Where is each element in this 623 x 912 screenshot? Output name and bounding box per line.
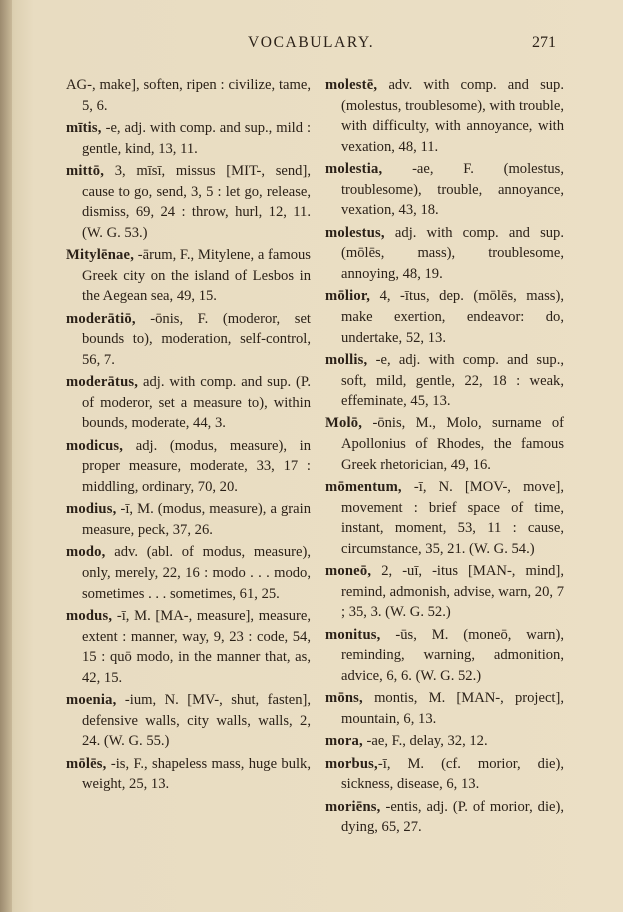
entry-moderatus [66,372,311,434]
entry-headword: mītis, [66,119,102,136]
entry-headword: Molō, [325,415,363,432]
entry-headword: moderātus, [66,374,139,391]
entry-molo [325,413,564,475]
entry-text: adj. with comp. and sup. (P. of moderor, set a measure to), within bounds, moderate, 44, 3. [82,374,311,432]
entry-text: -ī, M. (cf. morior, die), sickness, disease, 6, 13. [341,755,564,793]
entry-headword: modicus, [66,437,124,454]
entry-text: adj. (modus, measure), in proper measure, moderate, 33, 17 : middling, ordinary, 70, 20. [82,437,311,496]
entry-headword: mollis, [325,351,368,368]
entry-text: -ī, N. [MOV-, move], movement : brief space of time, instant, moment, 53, 11 : cause, circumstance, 35, 21. (W. G. 54.) [341,479,564,557]
page-number: 271 [532,34,556,51]
entry-text: -e, adj. with comp. and sup., mild : gentle, kind, 13, 11. [82,119,311,157]
entry-headword: mōns, [325,690,363,707]
entry-headword: mittō, [66,162,105,179]
entry-headword: moenia, [66,692,117,709]
left-column [66,75,311,797]
entry-text: -ae, F., delay, 32, 12. [362,733,488,750]
right-column [325,75,564,840]
entry-momentum [325,477,564,559]
entry-moles [66,754,311,795]
entry-moriens [325,797,564,838]
entry-text: AG-, make], soften, ripen : civilize, tame, 5, 6. [66,77,311,114]
entry-headword: mora, [325,733,363,750]
entry-mons [325,688,564,729]
entry-text: 4, -ītus, dep. (mōlēs, mass), make exertion, endeavor: do, undertake, 52, 13. [341,288,564,346]
entry-mitis [66,118,311,159]
entry-text: -entis, adj. (P. of morior, die), dying, 65, 27. [341,798,564,836]
entry-molior [325,286,564,348]
entry-modius [66,499,311,540]
entry-text: 3, mīsī, missus [MIT-, send], cause to go, send, 3, 5 : let go, release, dismiss, 69, 24 : throw, hurl, 12, 11. (W. G. 53.) [82,162,311,241]
entry-text: -ūs, M. (moneō, warn), reminding, warning, admonition, advice, 6, 6. (W. G. 52.) [341,626,564,684]
running-head [0,34,623,54]
entry-mollis [325,350,564,412]
entry-headword: moneō, [325,563,372,580]
entry-mora [325,731,564,752]
entry-molestus [325,223,564,285]
entry-modicus [66,436,311,498]
entry-mitylenae [66,245,311,307]
entry-headword: monitus, [325,626,381,643]
entry-text: -e, adj. with comp. and sup., soft, mild, gentle, 22, 18 : weak, effeminate, 45, 13. [341,351,564,410]
entry-text: 2, -uī, -itus [MAN-, mind], remind, admonish, advise, warn, 20, 7 ; 35, 3. (W. G. 52.) [341,563,564,621]
entry-text: montis, M. [MAN-, project], mountain, 6, 13. [341,690,564,727]
entry-headword: moriēns, [325,798,381,815]
entry-text: -ae, F. (molestus, troublesome), trouble, annoyance, vexation, 43, 18. [341,161,564,219]
entry-text: -is, F., shapeless mass, huge bulk, weight, 25, 13. [82,755,311,793]
entry-text: adv. with comp. and sup. (molestus, troublesome), with trouble, with difficulty, with annoyance, with vexation, 48, 11. [341,77,564,155]
entry-moneo [325,561,564,623]
entry-text: -ium, N. [MV-, shut, fasten], defensive walls, city walls, walls, 2, 24. (W. G. 55.) [82,692,311,750]
entry-headword: moderātiō, [66,310,136,327]
entry-text: adj. with comp. and sup. (mōlēs, mass), troublesome, annoying, 48, 19. [341,224,564,282]
entry-modo [66,542,311,604]
entry-headword: mōlior, [325,288,371,305]
entry-text: -ī, M. (modus, measure), a grain measure, peck, 37, 26. [82,501,311,539]
entry-text: -ōnis, M., Molo, surname of Apollonius of Rhodes, the famous Greek rhetorician, 49, 16. [341,415,564,473]
entry-mitto [66,161,311,243]
entry-text: -ī, M. [MA-, measure], measure, extent : manner, way, 9, 23 : code, 54, 15 : quō modo, in the manner that, as, 42, 15. [82,608,311,686]
entry-monitus [325,625,564,687]
entry-modus [66,606,311,688]
entry-text: adv. (abl. of modus, measure), only, merely, 22, 16 : modo . . . modo, sometimes . . . sometimes, 61, 25. [82,544,311,602]
binding-gutter [0,0,12,912]
entry-headword: mōmentum, [325,479,402,496]
entry-headword: morbus, [325,755,378,772]
entry-headword: modus, [66,608,113,625]
entry-moderatio [66,309,311,371]
entry-molestia [325,159,564,221]
entry-moenia [66,690,311,752]
entry-moleste [325,75,564,157]
entry-text: -ōnis, F. (moderor, set bounds to), moderation, self-control, 56, 7. [82,310,311,368]
entry-continuation [66,75,311,116]
entry-headword: molestus, [325,224,385,241]
entry-text: -ārum, F., Mitylene, a famous Greek city on the island of Lesbos in the Aegean sea, 49, 15. [82,247,311,305]
entry-headword: modo, [66,544,106,561]
entry-headword: modius, [66,501,117,518]
entry-headword: mōlēs, [66,755,107,772]
entry-morbus [325,754,564,795]
entry-headword: molestē, [325,77,378,93]
running-head-title: VOCABULARY. [248,34,375,51]
entry-headword: molestia, [325,161,383,178]
entry-headword: Mitylēnae, [66,247,135,264]
